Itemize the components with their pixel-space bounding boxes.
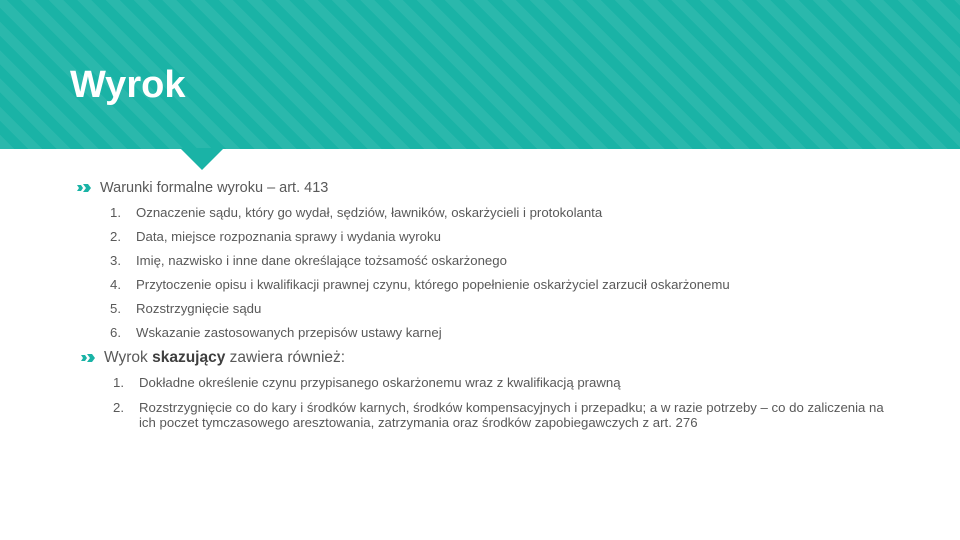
list-item-text: Data, miejsce rozpoznania sprawy i wydania wyroku — [136, 229, 441, 244]
list-item — [113, 375, 893, 390]
list-item — [110, 229, 730, 253]
bullet-text: Warunki formalne wyroku – art. 413 — [100, 180, 329, 196]
ribbon-arrow-icon — [80, 352, 96, 364]
bullet-text-post: zawiera również: — [225, 349, 346, 366]
list-item — [110, 277, 730, 301]
list-number: 1. — [110, 205, 121, 220]
list-item — [110, 301, 730, 325]
list-item-text: Wskazanie zastosowanych przepisów ustawy karnej — [136, 325, 442, 340]
bullet-text-bold: skazujący — [152, 349, 226, 366]
list-number: 5. — [110, 301, 121, 316]
list-item-text: Dokładne określenie czynu przypisanego oskarżonemu wraz z kwalifikacją prawną — [139, 375, 621, 390]
list-item-text: Przytoczenie opisu i kwalifikacji prawnej czynu, którego popełnienie oskarżyciel zarzucił oskarżonemu — [136, 277, 730, 292]
list-number: 2. — [113, 400, 124, 415]
list-number: 1. — [113, 375, 124, 390]
conviction-list — [113, 375, 893, 440]
list-item — [110, 205, 730, 229]
list-number: 3. — [110, 253, 121, 268]
list-item — [110, 253, 730, 277]
list-item-text: Rozstrzygnięcie sądu — [136, 301, 262, 316]
list-number: 2. — [110, 229, 121, 244]
banner-notch — [180, 148, 224, 170]
bullet-formal-conditions — [76, 180, 328, 196]
bullet-conviction — [80, 349, 345, 367]
list-number: 6. — [110, 325, 121, 340]
bullet-text — [104, 349, 345, 367]
ribbon-arrow-icon — [76, 182, 92, 194]
list-item — [113, 400, 893, 430]
formal-conditions-list — [110, 205, 730, 349]
list-item-text: Oznaczenie sądu, który go wydał, sędziów, ławników, oskarżycieli i protokolanta — [136, 205, 603, 220]
list-item-text: Rozstrzygnięcie co do kary i środków karnych, środków kompensacyjnych i przepadku; a w razie potrzeby – co do zaliczenia na ich poczet tymczasowego aresztowania, zatrzymania oraz środków zapobiegawczych z art. 276 — [139, 400, 884, 430]
list-item-text: Imię, nazwisko i inne dane określające tożsamość oskarżonego — [136, 253, 507, 268]
slide-title: Wyrok — [70, 64, 186, 106]
bullet-text-pre: Wyrok — [104, 349, 153, 366]
list-number: 4. — [110, 277, 121, 292]
list-item — [110, 325, 730, 349]
